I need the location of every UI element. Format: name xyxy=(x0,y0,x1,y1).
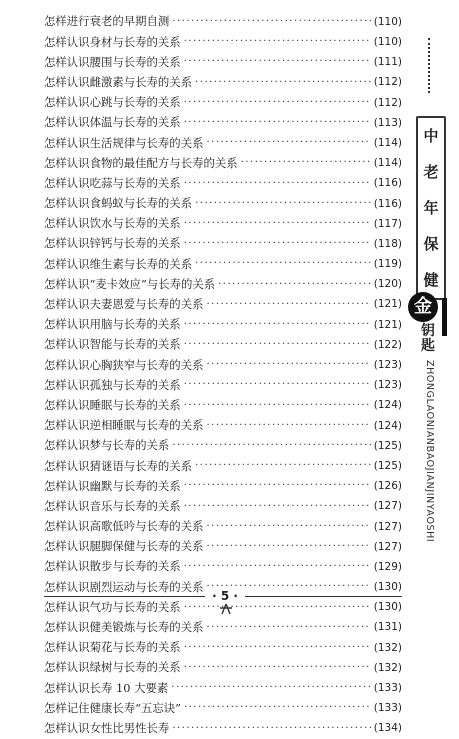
toc-entry-page: (130) xyxy=(373,581,402,594)
toc-leader-dots xyxy=(184,219,371,229)
toc-entry-title: 怎样认识剧烈运动与长寿的关系 xyxy=(44,579,204,594)
toc-entry-title: 怎样认识绿树与长寿的关系 xyxy=(44,660,181,675)
toc-entry-title: 怎样认识孤独与长寿的关系 xyxy=(44,377,181,392)
toc-entry-page: (132) xyxy=(373,661,402,674)
page-number: · 5 · xyxy=(205,589,245,603)
toc-entry-title: 怎样认识智能与长寿的关系 xyxy=(44,337,181,352)
toc-entry-page: (122) xyxy=(373,338,402,351)
decorative-dotted-line xyxy=(428,38,431,93)
toc-entry xyxy=(44,638,402,658)
toc-entry-title: 怎样认识梦与长寿的关系 xyxy=(44,438,170,453)
toc-entry-page: (110) xyxy=(373,15,402,28)
toc-entry xyxy=(44,557,402,577)
toc-entry-page: (112) xyxy=(373,96,402,109)
toc-entry-title: 怎样认识腰围与长寿的关系 xyxy=(44,54,181,69)
toc-entry-page: (120) xyxy=(373,278,402,291)
series-char: 中 xyxy=(423,127,439,145)
toc-leader-dots xyxy=(195,78,371,88)
toc-entry-title: 怎样认识高歌低吟与长寿的关系 xyxy=(44,519,204,534)
series-title-box xyxy=(416,116,446,300)
toc-leader-dots xyxy=(206,138,370,148)
toc-entry-title: 怎样认识食物的最佳配方与长寿的关系 xyxy=(44,155,238,170)
series-char: 年 xyxy=(423,199,439,217)
toc-entry-page: (124) xyxy=(373,419,402,432)
toc-entry-page: (123) xyxy=(373,379,402,392)
toc-leader-dots xyxy=(206,623,370,633)
toc-entry xyxy=(44,295,402,315)
toc-entry-title: 怎样认识气功与长寿的关系 xyxy=(44,599,181,614)
toc-leader-dots xyxy=(171,683,371,693)
toc-entry-title: 怎样认识生活规律与长寿的关系 xyxy=(44,135,204,150)
toc-leader-dots xyxy=(184,98,371,108)
toc-entry xyxy=(44,12,402,32)
toc-entry-page: (130) xyxy=(373,601,402,614)
toc-leader-dots xyxy=(184,118,371,128)
toc-leader-dots xyxy=(184,562,371,572)
toc-entry-page: (114) xyxy=(373,157,402,170)
toc-leader-dots xyxy=(206,522,370,532)
toc-leader-dots xyxy=(184,401,371,411)
toc-leader-dots xyxy=(172,724,370,734)
toc-entry xyxy=(44,113,402,133)
toc-entry-page: (121) xyxy=(373,318,402,331)
toc-entry-page: (116) xyxy=(373,197,402,210)
toc-leader-dots xyxy=(206,300,370,310)
toc-leader-dots xyxy=(184,663,371,673)
toc-entry-page: (125) xyxy=(373,439,402,452)
toc-entry-page: (124) xyxy=(373,399,402,412)
toc-entry-page: (133) xyxy=(373,702,402,715)
toc-entry xyxy=(44,658,402,678)
toc-entry-title: 怎样认识猜谜语与长寿的关系 xyxy=(44,458,193,473)
toc-entry-title: 怎样认识心跳与长寿的关系 xyxy=(44,95,181,110)
toc-entry-page: (126) xyxy=(373,480,402,493)
toc-entry-page: (132) xyxy=(373,641,402,654)
series-char: 老 xyxy=(423,163,439,181)
toc-entry-page: (127) xyxy=(373,520,402,533)
toc-entry-title: 怎样认识散步与长寿的关系 xyxy=(44,559,181,574)
toc-entry xyxy=(44,719,402,739)
toc-entry-title: 怎样认识饮水与长寿的关系 xyxy=(44,216,181,231)
toc-entry-title: 怎样进行衰老的早期自测 xyxy=(44,14,170,29)
toc-entry-page: (113) xyxy=(373,116,402,129)
toc-leader-dots xyxy=(241,158,371,168)
toc-leader-dots xyxy=(184,643,371,653)
series-char: 健 xyxy=(423,271,439,289)
toc-entry-title: 怎样认识用脑与长寿的关系 xyxy=(44,317,181,332)
toc-leader-dots xyxy=(184,340,371,350)
toc-entry xyxy=(44,153,402,173)
toc-entry xyxy=(44,537,402,557)
toc-leader-dots xyxy=(218,280,371,290)
toc-leader-dots xyxy=(184,380,371,390)
toc-entry xyxy=(44,32,402,52)
toc-entry xyxy=(44,214,402,234)
toc-entry-title: 怎样认识音乐与长寿的关系 xyxy=(44,498,181,513)
toc-entry xyxy=(44,517,402,537)
toc-entry xyxy=(44,456,402,476)
toc-entry-title: 怎样认识体温与长寿的关系 xyxy=(44,115,181,130)
toc-leader-dots xyxy=(206,542,370,552)
toc-entry-title: 怎样认识逆相睡眠与长寿的关系 xyxy=(44,418,204,433)
toc-leader-dots xyxy=(206,421,370,431)
toc-entry-page: (119) xyxy=(373,258,402,271)
toc-entry xyxy=(44,335,402,355)
toc-entry-page: (117) xyxy=(373,217,402,230)
toc-entry-title: 怎样记住健康长寿“五忘诀” xyxy=(44,700,181,715)
toc-leader-dots xyxy=(184,320,371,330)
toc-entry-page: (114) xyxy=(373,136,402,149)
toc-leader-dots xyxy=(195,199,371,209)
toc-leader-dots xyxy=(184,179,371,189)
toc-entry xyxy=(44,416,402,436)
toc-entry xyxy=(44,678,402,698)
toc-entry-page: (110) xyxy=(373,36,402,49)
toc-leader-dots xyxy=(184,57,371,67)
toc-leader-dots xyxy=(206,360,370,370)
toc-entry-page: (121) xyxy=(373,298,402,311)
toc-entry xyxy=(44,194,402,214)
toc-entry xyxy=(44,93,402,113)
table-of-contents xyxy=(44,12,402,739)
toc-entry-title: 怎样认识菊花与长寿的关系 xyxy=(44,640,181,655)
series-char: 保 xyxy=(423,235,439,253)
toc-entry xyxy=(44,73,402,93)
toc-entry-title: 怎样认识长寿 10 大要素 xyxy=(44,680,169,695)
toc-entry-title: 怎样认识心胸狭窄与长寿的关系 xyxy=(44,357,204,372)
toc-entry xyxy=(44,52,402,72)
toc-entry xyxy=(44,133,402,153)
toc-entry-page: (127) xyxy=(373,540,402,553)
toc-leader-dots xyxy=(184,703,371,713)
toc-leader-dots xyxy=(195,259,371,269)
toc-entry xyxy=(44,497,402,517)
toc-leader-dots xyxy=(184,481,371,491)
toc-entry-page: (134) xyxy=(373,722,402,735)
toc-entry xyxy=(44,618,402,638)
toc-leader-dots xyxy=(184,502,371,512)
toc-entry-title: 怎样认识睡眠与长寿的关系 xyxy=(44,397,181,412)
toc-leader-dots xyxy=(195,461,371,471)
toc-entry-page: (131) xyxy=(373,621,402,634)
toc-entry-page: (133) xyxy=(373,682,402,695)
key-text: 钥匙 xyxy=(421,323,435,354)
toc-entry-title: 怎样认识雌激素与长寿的关系 xyxy=(44,74,193,89)
toc-entry-title: 怎样认识夫妻恩爱与长寿的关系 xyxy=(44,297,204,312)
toc-entry-title: 怎样认识幽默与长寿的关系 xyxy=(44,478,181,493)
pinyin-label: ZHONGLAONIANBAOJIANJINYAOSHI xyxy=(424,360,435,543)
toc-entry-page: (116) xyxy=(373,177,402,190)
toc-entry-page: (129) xyxy=(373,560,402,573)
toc-entry xyxy=(44,234,402,254)
toc-leader-dots xyxy=(184,37,371,47)
toc-entry xyxy=(44,355,402,375)
gold-char: 金 xyxy=(408,292,438,322)
toc-entry xyxy=(44,315,402,335)
toc-entry-title: 怎样认识“麦卡效应”与长寿的关系 xyxy=(44,276,216,291)
toc-entry xyxy=(44,254,402,274)
toc-entry-title: 怎样认识吃蒜与长寿的关系 xyxy=(44,175,181,190)
toc-entry xyxy=(44,375,402,395)
toc-entry-page: (123) xyxy=(373,359,402,372)
toc-entry-title: 怎样认识身材与长寿的关系 xyxy=(44,34,181,49)
toc-entry-title: 怎样认识食蚂蚁与长寿的关系 xyxy=(44,196,193,211)
toc-entry xyxy=(44,436,402,456)
pinyin-vertical-text xyxy=(419,360,439,600)
toc-entry-title: 怎样认识锌钙与长寿的关系 xyxy=(44,236,181,251)
toc-entry-title: 怎样认识健美锻炼与长寿的关系 xyxy=(44,620,204,635)
toc-leader-dots xyxy=(184,239,371,249)
toc-entry-page: (125) xyxy=(373,459,402,472)
toc-entry xyxy=(44,476,402,496)
toc-entry-title: 怎样认识维生素与长寿的关系 xyxy=(44,256,193,271)
toc-entry xyxy=(44,174,402,194)
toc-entry-page: (127) xyxy=(373,500,402,513)
toc-entry-page: (112) xyxy=(373,76,402,89)
toc-entry-title: 怎样认识腿脚保健与长寿的关系 xyxy=(44,539,204,554)
toc-entry-title: 怎样认识女性比男性长寿 xyxy=(44,720,170,735)
toc-entry xyxy=(44,698,402,718)
toc-leader-dots xyxy=(172,17,370,27)
ornament-icon xyxy=(212,602,240,616)
golden-key-logo xyxy=(404,292,452,356)
toc-entry xyxy=(44,396,402,416)
toc-entry-page: (118) xyxy=(373,237,402,250)
key-bar-icon xyxy=(442,298,447,336)
toc-entry-page: (111) xyxy=(373,56,402,69)
toc-leader-dots xyxy=(172,441,370,451)
toc-entry xyxy=(44,274,402,294)
